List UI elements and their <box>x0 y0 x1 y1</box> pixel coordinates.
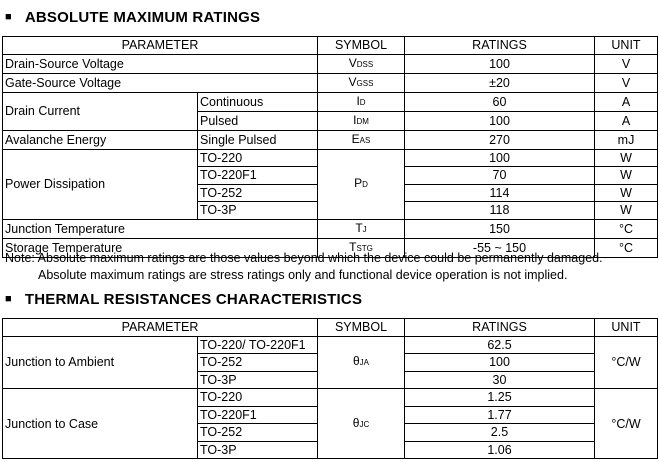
package-cell: TO-220 <box>198 149 318 167</box>
rating-cell: ±20 <box>405 73 595 92</box>
param-cell: Junction Temperature <box>3 219 318 238</box>
package-cell: TO-220 <box>198 389 318 407</box>
param-cell: Avalanche Energy <box>3 130 198 149</box>
header-ratings: RATINGS <box>405 319 595 337</box>
unit-cell: V <box>595 73 658 92</box>
symbol-cell: ID <box>318 92 405 111</box>
header-parameter: PARAMETER <box>3 319 318 337</box>
rating-cell: 1.77 <box>405 406 595 424</box>
header-unit: UNIT <box>595 37 658 55</box>
table-row <box>3 92 658 111</box>
package-cell: TO-252 <box>198 184 318 202</box>
rating-cell: -55 ~ 150 <box>405 238 595 257</box>
rating-cell: 1.06 <box>405 441 595 459</box>
unit-cell: mJ <box>595 130 658 149</box>
rating-cell: 100 <box>405 54 595 73</box>
symbol-cell: TJ <box>318 219 405 238</box>
unit-cell: A <box>595 92 658 111</box>
package-cell: TO-220F1 <box>198 167 318 185</box>
condition-cell: Pulsed <box>198 111 318 130</box>
package-cell: TO-3P <box>198 202 318 220</box>
condition-cell: Continuous <box>198 92 318 111</box>
unit-cell: °C <box>595 219 658 238</box>
param-cell: Power Dissipation <box>3 149 198 219</box>
abs-max-heading <box>5 6 260 28</box>
param-cell: Gate-Source Voltage <box>3 73 318 92</box>
rating-cell: 60 <box>405 92 595 111</box>
rating-cell: 2.5 <box>405 424 595 442</box>
rating-cell: 118 <box>405 202 595 220</box>
symbol-cell: θJC <box>318 389 405 459</box>
abs-max-title: ABSOLUTE MAXIMUM RATINGS <box>24 8 261 26</box>
unit-cell: °C <box>595 238 658 257</box>
rating-cell: 1.25 <box>405 389 595 407</box>
package-cell: TO-220F1 <box>198 406 318 424</box>
rating-cell: 270 <box>405 130 595 149</box>
unit-cell: °C/W <box>595 389 658 459</box>
bullet-square-icon: ■ <box>5 11 12 23</box>
thermal-table <box>2 318 658 459</box>
table-row <box>3 130 658 149</box>
package-cell: TO-3P <box>198 441 318 459</box>
symbol-cell: θJA <box>318 336 405 389</box>
param-cell: Junction to Case <box>3 389 198 459</box>
package-cell: TO-220/ TO-220F1 <box>198 336 318 354</box>
rating-cell: 100 <box>405 111 595 130</box>
rating-cell: 150 <box>405 219 595 238</box>
symbol-cell: VGSS <box>318 73 405 92</box>
table-row <box>3 54 658 73</box>
symbol-cell: IDM <box>318 111 405 130</box>
table-row <box>3 219 658 238</box>
table-row <box>3 336 658 354</box>
symbol-cell: VDSS <box>318 54 405 73</box>
rating-cell: 62.5 <box>405 336 595 354</box>
thermal-heading <box>5 288 362 310</box>
param-cell: Drain-Source Voltage <box>3 54 318 73</box>
symbol-cell: EAS <box>318 130 405 149</box>
param-cell: Storage Temperature <box>3 238 318 257</box>
package-cell: TO-3P <box>198 371 318 389</box>
table-header-row <box>3 37 658 55</box>
unit-cell: A <box>595 111 658 130</box>
symbol-cell: PD <box>318 149 405 219</box>
unit-cell: V <box>595 54 658 73</box>
header-symbol: SYMBOL <box>318 319 405 337</box>
header-parameter: PARAMETER <box>3 37 318 55</box>
note-line-1: Note: Absolute maximum ratings are those values beyond which the device could be permanently damaged. <box>5 251 603 265</box>
unit-cell: W <box>595 149 658 167</box>
rating-cell: 30 <box>405 371 595 389</box>
table-header-row <box>3 319 658 337</box>
rating-cell: 100 <box>405 354 595 372</box>
param-cell: Junction to Ambient <box>3 336 198 389</box>
header-symbol: SYMBOL <box>318 37 405 55</box>
symbol-cell: TSTG <box>318 238 405 257</box>
thermal-title: THERMAL RESISTANCES CHARACTERISTICS <box>24 290 363 308</box>
unit-cell: W <box>595 202 658 220</box>
condition-cell: Single Pulsed <box>198 130 318 149</box>
unit-cell: W <box>595 184 658 202</box>
header-unit: UNIT <box>595 319 658 337</box>
param-cell: Drain Current <box>3 92 198 130</box>
rating-cell: 70 <box>405 167 595 185</box>
rating-cell: 114 <box>405 184 595 202</box>
table-row <box>3 149 658 167</box>
unit-cell: W <box>595 167 658 185</box>
rating-cell: 100 <box>405 149 595 167</box>
header-ratings: RATINGS <box>405 37 595 55</box>
table-row <box>3 73 658 92</box>
note-line-2: Absolute maximum ratings are stress ratings only and functional device operation is not implied. <box>38 268 568 282</box>
table-row <box>3 389 658 407</box>
abs-max-table <box>2 36 658 258</box>
bullet-square-icon: ■ <box>5 293 12 305</box>
package-cell: TO-252 <box>198 354 318 372</box>
package-cell: TO-252 <box>198 424 318 442</box>
unit-cell: °C/W <box>595 336 658 389</box>
